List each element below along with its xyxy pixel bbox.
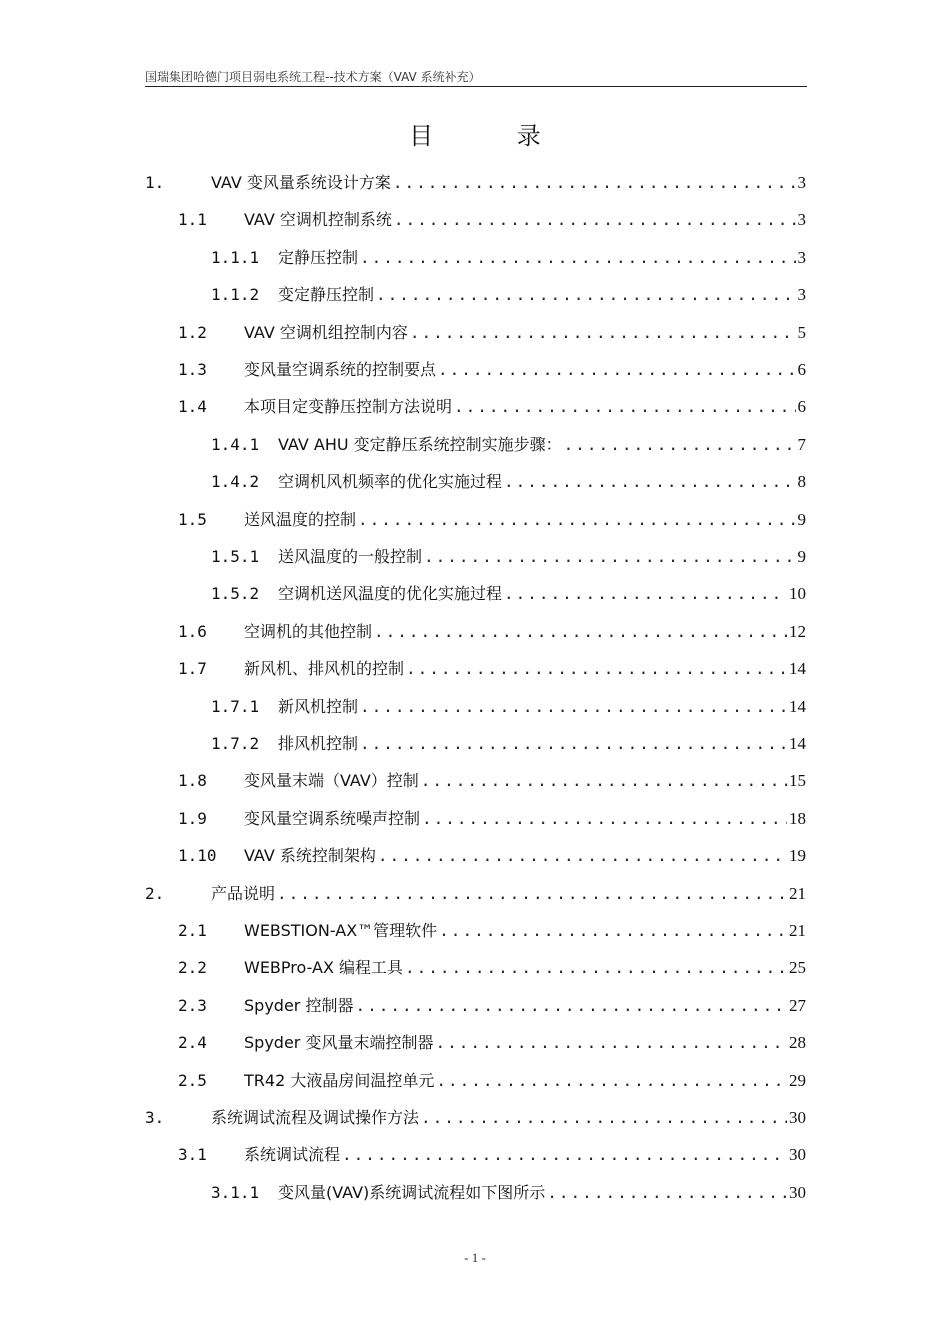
toc-entry-leader [374,621,787,643]
toc-entry-leader [360,696,787,718]
toc-entry-title: VAV 变风量系统设计方案 [211,173,391,192]
toc-entry-page: 14 [789,659,806,678]
toc-entry-page: 21 [789,884,806,903]
toc-entry-title: 送风温度的控制 [244,510,357,529]
toc-entry-leader [547,1182,787,1204]
toc-entry-page: 6 [797,360,806,379]
toc-entry-leader [360,733,787,755]
toc-entry-number: 2.2 [178,958,207,977]
toc-entry-number: 1.7.1 [211,697,260,716]
toc-entry-leader [439,920,787,942]
toc-entry-title: VAV 系统控制架构 [244,846,376,865]
toc-entry-title: WEBSTION-AX™管理软件 [244,921,438,940]
toc-entry[interactable] [211,284,806,306]
toc-entry-title: 系统调试流程 [244,1145,341,1164]
toc-entry[interactable] [178,621,806,643]
toc-entry-page: 15 [789,771,806,790]
toc-entry-number: 1.10 [178,846,217,865]
toc-entry-page: 8 [797,472,806,491]
toc-entry-title: Spyder 变风量末端控制器 [244,1033,434,1052]
toc-entry-leader [405,957,787,979]
toc-entry[interactable] [178,322,806,344]
toc-entry-leader [406,658,787,680]
toc-entry-leader [424,546,795,568]
toc-entry-title: 变风量空调系统噪声控制 [244,809,421,828]
toc-entry-number: 1.9 [178,809,207,828]
toc-entry-number: 1.5.2 [211,584,260,603]
toc-entry[interactable] [178,1070,806,1092]
toc-entry-number: 2.5 [178,1071,207,1090]
toc-entry-page: 3 [797,248,806,267]
toc-entry-page: 3 [797,173,806,192]
toc-entry-number: 1.4 [178,397,207,416]
toc-entry[interactable] [211,546,806,568]
toc-entry-number: 1.4.1 [211,435,260,454]
toc-entry[interactable] [178,1032,806,1054]
toc-entry-number: 1.3 [178,360,207,379]
toc-entry-page: 21 [789,921,806,940]
toc-entry-page: 18 [789,809,806,828]
toc-entry-page: 14 [789,697,806,716]
toc-entry-leader [421,1107,787,1129]
toc-entry-title: VAV AHU 变定静压系统控制实施步骤： [278,435,562,454]
toc-entry-leader [422,808,787,830]
toc-entry-title: 新风机、排风机的控制 [244,659,405,678]
toc-entry[interactable] [211,733,806,755]
toc-entry-number: 1.7 [178,659,207,678]
toc-entry-title: VAV 空调机控制系统 [244,210,392,229]
toc-entry-title: 变定静压控制 [278,285,375,304]
toc-entry-number: 1.2 [178,323,207,342]
toc-entry-number: 1.1 [178,210,207,229]
toc-entry-page: 7 [797,435,806,454]
toc-entry-title: 变风量(VAV)系统调试流程如下图所示 [278,1183,546,1202]
toc-entry-leader [394,209,796,231]
toc-entry-leader [454,396,795,418]
toc-entry-number: 3.1.1 [211,1183,260,1202]
toc-entry-number: 1.5 [178,510,207,529]
toc-entry-title: Spyder 控制器 [244,996,354,1015]
toc-title: 目 录 [409,122,579,150]
toc-entry-leader [277,883,787,905]
toc-entry-page: 9 [797,510,806,529]
toc-entry-page: 30 [789,1183,806,1202]
toc-entry-title: 空调机送风温度的优化实施过程 [278,584,503,603]
toc-entry-title: 送风温度的一般控制 [278,547,423,566]
toc-entry-leader [436,1070,787,1092]
toc-entry[interactable] [178,808,806,830]
toc-entry[interactable] [178,396,806,418]
toc-entry[interactable] [211,696,806,718]
toc-entry[interactable] [178,995,806,1017]
toc-entry-leader [410,322,796,344]
toc-entry[interactable] [178,845,806,867]
toc-entry-page: 30 [789,1108,806,1127]
toc-entry-number: 1.7.2 [211,734,260,753]
toc-entry[interactable] [211,471,806,493]
toc-entry-page: 14 [789,734,806,753]
document-header: 国瑞集团哈德门项目弱电系统工程--技术方案（VAV 系统补充） [145,70,807,87]
toc-entry[interactable] [178,658,806,680]
toc-entry[interactable] [145,172,806,194]
toc-entry[interactable] [178,209,806,231]
toc-entry[interactable] [178,920,806,942]
toc-entry-leader [342,1144,787,1166]
toc-entry-number: 1.5.1 [211,547,260,566]
toc-entry-leader [376,284,795,306]
toc-entry-number: 2. [145,884,165,903]
toc-entry-page: 6 [797,397,806,416]
toc-entry[interactable] [178,509,806,531]
toc-entry-number: 3.1 [178,1145,207,1164]
toc-entry-leader [393,172,796,194]
toc-entry-title: 产品说明 [211,884,276,903]
toc-entry[interactable] [211,434,806,456]
toc-entry-page: 28 [789,1033,806,1052]
toc-entry[interactable] [178,359,806,381]
toc-entry[interactable] [211,1182,806,1204]
toc-entry-title: 定静压控制 [278,248,359,267]
toc-entry-title: VAV 空调机组控制内容 [244,323,408,342]
toc-entry[interactable] [145,883,806,905]
toc-entry-title: WEBPro-AX 编程工具 [244,958,404,977]
toc-entry-number: 1.1.2 [211,285,260,304]
toc-entry-number: 3. [145,1108,165,1127]
toc-entry-leader [564,434,796,456]
toc-entry-number: 1.8 [178,771,207,790]
toc-entry-number: 1. [145,173,165,192]
toc-entry-title: 排风机控制 [278,734,359,753]
toc-entry-title: 本项目定变静压控制方法说明 [244,397,453,416]
toc-entry-page: 27 [789,996,806,1015]
toc-entry-number: 1.1.1 [211,248,260,267]
toc-entry-page: 29 [789,1071,806,1090]
toc-entry[interactable] [145,1107,806,1129]
toc-entry-leader [378,845,787,867]
toc-entry-leader [435,1032,787,1054]
toc-entry-title: 新风机控制 [278,697,359,716]
toc-entry-number: 1.4.2 [211,472,260,491]
toc-entry-page: 30 [789,1145,806,1164]
toc-entry-title: 变风量末端（VAV）控制 [244,771,419,790]
toc-entry-page: 5 [797,323,806,342]
toc-entry-leader [504,471,795,493]
toc-entry-page: 10 [789,584,806,603]
toc-entry-leader [358,509,795,531]
toc-entry-title: 变风量空调系统的控制要点 [244,360,437,379]
toc-entry-leader [360,247,795,269]
toc-entry-page: 25 [789,958,806,977]
toc-entry-leader [421,770,787,792]
toc-entry[interactable] [211,583,806,605]
toc-entry-page: 12 [789,622,806,641]
toc-entry-page: 9 [797,547,806,566]
toc-entry-number: 2.3 [178,996,207,1015]
toc-entry[interactable] [178,1144,806,1166]
toc-entry-number: 2.4 [178,1033,207,1052]
toc-entry-page: 3 [797,210,806,229]
toc-entry[interactable] [178,770,806,792]
toc-entry-title: 系统调试流程及调试操作方法 [211,1108,420,1127]
toc-entry-leader [355,995,787,1017]
toc-entry-title: 空调机的其他控制 [244,622,373,641]
toc-entry-title: TR42 大液晶房间温控单元 [244,1071,435,1090]
toc-entry-number: 1.6 [178,622,207,641]
toc-entry-leader [504,583,787,605]
toc-entry-number: 2.1 [178,921,207,940]
toc-entry-page: 3 [797,285,806,304]
toc-entry-title: 空调机风机频率的优化实施过程 [278,472,503,491]
toc-entry[interactable] [178,957,806,979]
toc-entry-leader [438,359,795,381]
toc-entry[interactable] [211,247,806,269]
toc-entry-page: 19 [789,846,806,865]
page-number: - 1 - [464,1250,486,1265]
